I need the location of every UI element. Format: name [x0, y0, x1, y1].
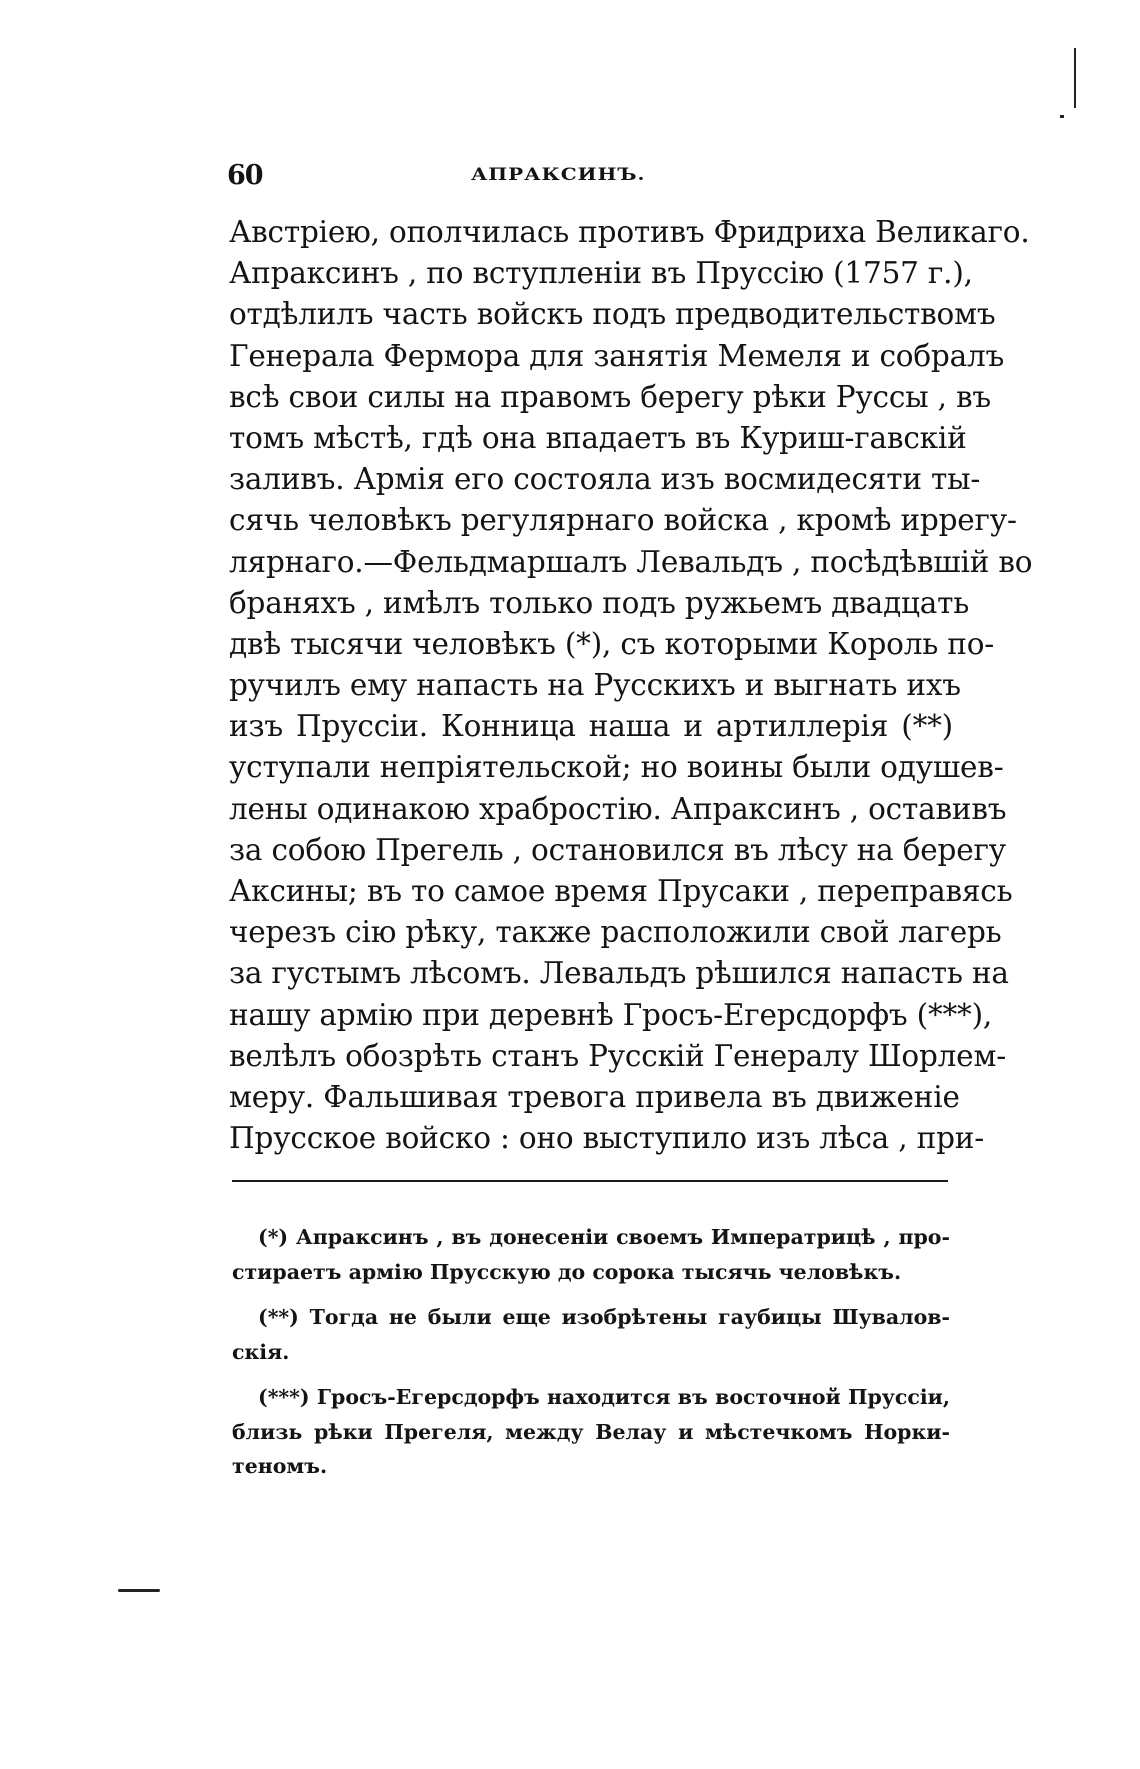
- page-number: 60: [227, 160, 263, 191]
- footnote-line: близь рѣки Прегеля, между Велау и мѣстечкомъ Норки-: [232, 1419, 950, 1444]
- body-line: всѣ свои силы на правомъ берегу рѣки Руссы , въ: [229, 379, 991, 414]
- footnote-line: стираетъ армію Прусскую до сорока тысячь человѣкъ.: [232, 1259, 902, 1284]
- body-line: меру. Фальшивая тревога привела въ движеніе: [229, 1079, 960, 1114]
- body-line: двѣ тысячи человѣкъ (*), съ которыми Король по-: [229, 626, 995, 661]
- body-line: велѣлъ обозрѣть станъ Русскій Генералу Шорлем-: [229, 1038, 1006, 1073]
- body-text: [229, 212, 1033, 1159]
- footnote-line: (***) Гросъ-Егерсдорфъ находится въ восточной Пруссіи,: [258, 1385, 950, 1409]
- body-line: лены одинакою храбростію. Апраксинъ , оставивъ: [229, 791, 1007, 826]
- body-line: Прусское войско : оно выступило изъ лѣса , при-: [229, 1121, 984, 1156]
- body-line: за собою Прегель , остановился въ лѣсу на берегу: [229, 832, 1006, 867]
- footnote-line: (**) Тогда не были еще изобрѣтены гаубицы Шувалов-: [258, 1305, 950, 1329]
- body-line: браняхъ , имѣлъ только подъ ружьемъ двадцать: [229, 585, 970, 620]
- body-line: отдѣлилъ часть войскъ подъ предводительствомъ: [229, 297, 996, 332]
- body-line: Аксины; въ то самое время Прусаки , переправясь: [229, 874, 1013, 908]
- body-line: заливъ. Армія его состояла изъ восмидесяти ты-: [229, 462, 981, 497]
- body-line: лярнаго.—Фельдмаршалъ Левальдъ , посѣдѣвшій во: [229, 544, 1033, 579]
- scan-artifact-mark: [118, 1589, 160, 1592]
- footnote-line: теномъ.: [232, 1454, 328, 1478]
- scan-artifact-mark: [1060, 115, 1064, 118]
- body-line: Австріею, ополчилась противъ Фридриха Великаго.: [229, 215, 1030, 249]
- footnote-1: [232, 1220, 950, 1289]
- footnotes: [232, 1220, 950, 1484]
- body-line: томъ мѣстѣ, гдѣ она впадаетъ въ Куриш-гавскій: [229, 420, 967, 455]
- body-line: Генерала Фермора для занятія Мемеля и собралъ: [229, 338, 1005, 373]
- page-header: [227, 160, 947, 200]
- body-line: Апраксинъ , по вступленіи въ Пруссію (1757 г.),: [229, 256, 973, 291]
- footnote-line: (*) Апраксинъ , въ донесеніи своемъ Императрицѣ , про-: [258, 1225, 950, 1249]
- footnote-separator-rule: [232, 1180, 948, 1182]
- body-line: изъ Пруссіи. Конница наша и артиллерія (**): [229, 709, 953, 744]
- scan-artifact-mark: [1074, 48, 1076, 108]
- body-line: ручилъ ему напасть на Русскихъ и выгнать ихъ: [229, 668, 961, 703]
- footnote-line: скія.: [232, 1339, 290, 1364]
- footnote-2: [232, 1300, 950, 1369]
- body-line: черезъ сію рѣку, также расположили свой лагерь: [229, 915, 1002, 950]
- footnote-3: [232, 1380, 950, 1484]
- body-line: за густымъ лѣсомъ. Левальдъ рѣшился напасть на: [229, 956, 1009, 991]
- body-line: нашу армію при деревнѣ Гросъ-Егерсдорфъ (***),: [229, 997, 993, 1032]
- body-line: уступали непріятельской; но воины были одушев-: [229, 750, 1004, 785]
- body-line: сячь человѣкъ регулярнаго войска , кромѣ иррегу-: [229, 503, 1017, 538]
- running-head: АПРАКСИНЪ.: [471, 164, 646, 185]
